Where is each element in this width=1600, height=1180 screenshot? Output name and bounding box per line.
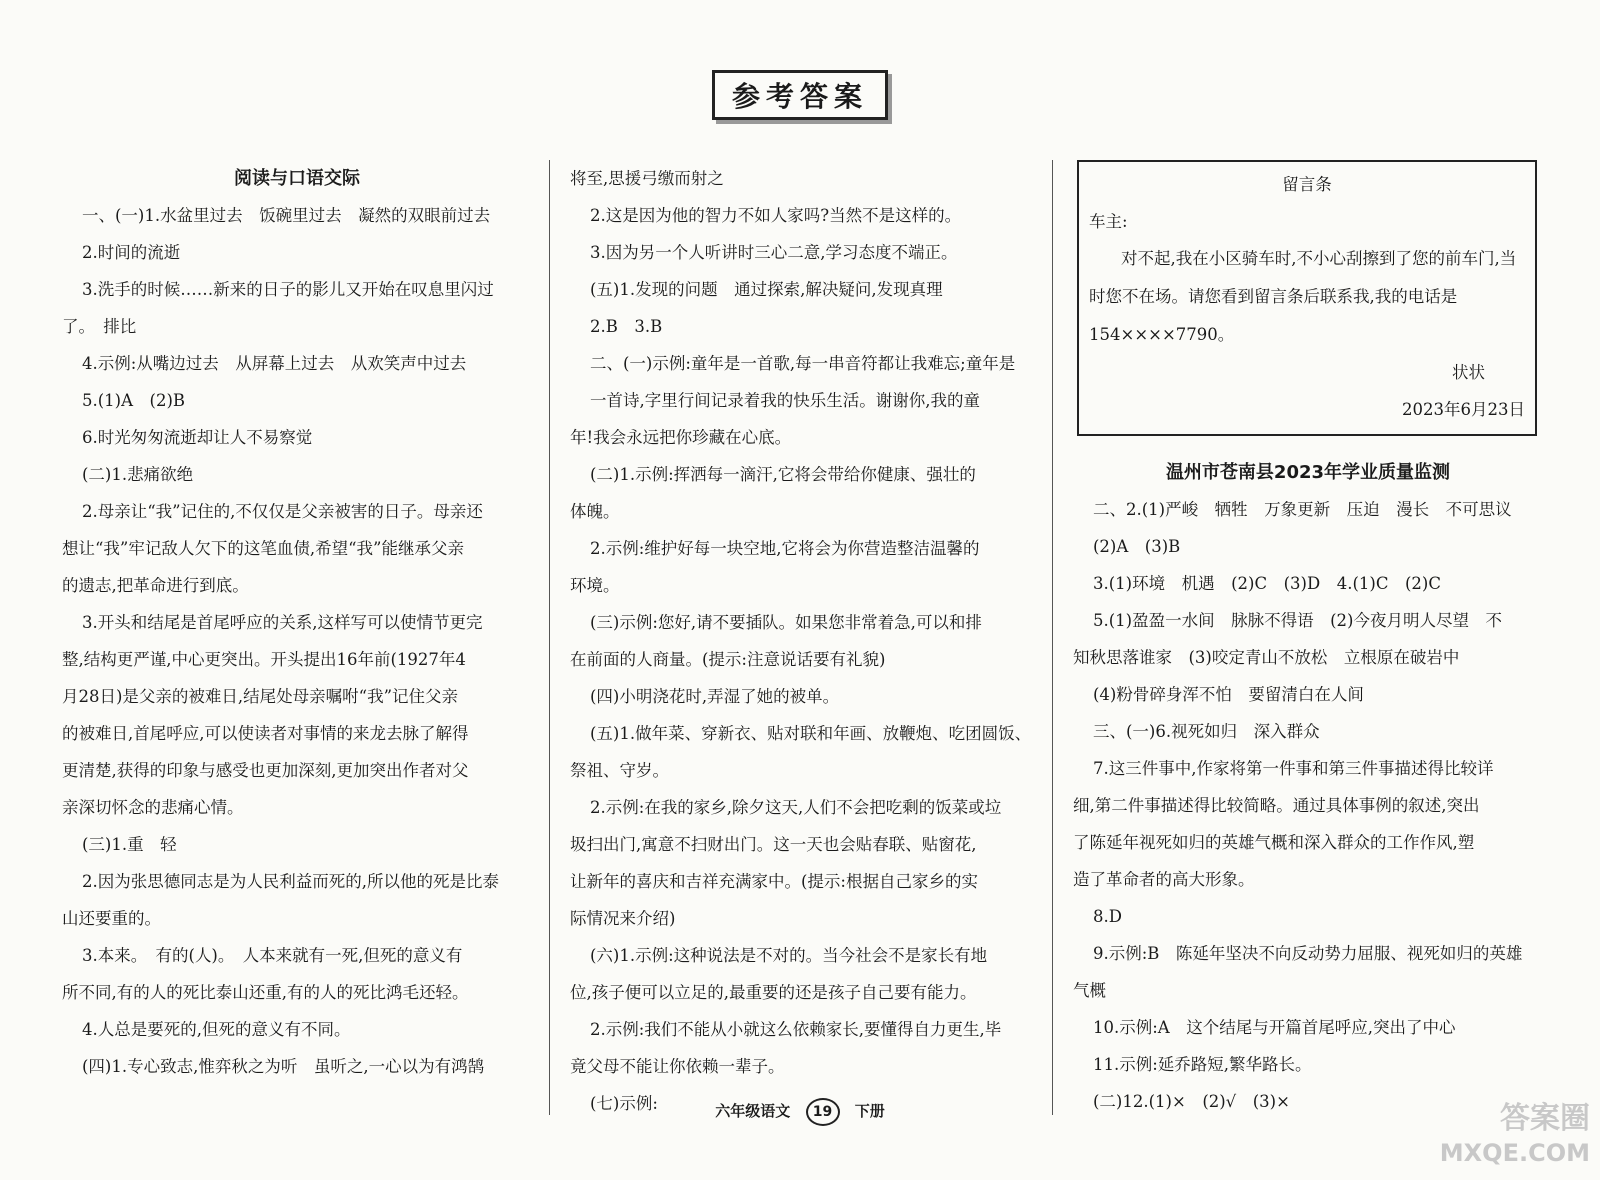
left-answer-list <box>62 197 532 1085</box>
answer-line: 气概 <box>1073 981 1106 1000</box>
answer-line: 造了革命者的高大形象。 <box>1073 870 1255 889</box>
answer-line: (三)1.重 轻 <box>82 835 177 854</box>
footer-volume: 下册 <box>854 1102 885 1120</box>
answer-line: 7.这三件事中,作家将第一件事和第三件事描述得比较详 <box>1093 759 1494 778</box>
answer-line: 的被难日,首尾呼应,可以使读者对事情的来龙去脉了解得 <box>62 724 469 743</box>
answer-line: 一、(一)1.水盆里过去 饭碗里过去 凝然的双眼前过去 <box>82 206 491 225</box>
answer-line: 6.时光匆匆流逝却让人不易察觉 <box>82 428 313 447</box>
answer-line: 2.示例:维护好每一块空地,它将会为你营造整洁温馨的 <box>590 539 980 558</box>
answer-line: 9.示例:B 陈延年坚决不向反动势力屈服、视死如归的英雄 <box>1093 944 1523 963</box>
answer-line: (五)1.做年菜、穿新衣、贴对联和年画、放鞭炮、吃团圆饭、 <box>590 724 1032 743</box>
answer-line: 细,第二件事描述得比较简略。通过具体事例的叙述,突出 <box>1073 796 1480 815</box>
answer-line: 知秋思落谁家 (3)咬定青山不放松 立根原在破岩中 <box>1073 648 1460 667</box>
answer-line: (五)1.发现的问题 通过探索,解决疑问,发现真理 <box>590 280 943 299</box>
answer-line: 4.示例:从嘴边过去 从屏幕上过去 从欢笑声中过去 <box>82 354 467 373</box>
answer-line: 整,结构更严谨,中心更突出。开头提出16年前(1927年4 <box>62 650 466 669</box>
answer-line: (二)1.示例:挥洒每一滴汗,它将会带给你健康、强壮的 <box>590 465 976 484</box>
answer-line: 2.时间的流逝 <box>82 243 181 262</box>
answer-line: 环境。 <box>570 576 620 595</box>
answer-line: (三)示例:您好,请不要插队。如果您非常着急,可以和排 <box>590 613 982 632</box>
answer-line: 3.(1)环境 机遇 (2)C (3)D 4.(1)C (2)C <box>1093 574 1441 593</box>
answer-line: 祭祖、守岁。 <box>570 761 669 780</box>
answer-line: 3.本来。 有的(人)。 人本来就有一死,但死的意义有 <box>82 946 463 965</box>
answer-line: 2.这是因为他的智力不如人家吗?当然不是这样的。 <box>590 206 962 225</box>
answer-line: 让新年的喜庆和吉祥充满家中。(提示:根据自己家乡的实 <box>570 872 978 891</box>
answer-line: (六)1.示例:这种说法是不对的。当今社会不是家长有地 <box>590 946 988 965</box>
answer-line: 5.(1)盈盈一水间 脉脉不得语 (2)今夜月明人尽望 不 <box>1093 611 1502 630</box>
answer-line: 3.开头和结尾是首尾呼应的关系,这样写可以使情节更完 <box>82 613 483 632</box>
answer-line: 圾扫出门,寓意不扫财出门。这一天也会贴春联、贴窗花, <box>570 835 977 854</box>
middle-answer-list <box>570 160 1040 1122</box>
note-body: 对不起,我在小区骑车时,不小心刮擦到了您的前车门,当时您不在场。请您看到留言条后联系我,我的电话是154××××7790。 <box>1089 249 1517 344</box>
page-number: 19 <box>806 1098 840 1126</box>
answer-line: 了陈延年视死如归的英雄气概和深入群众的工作作风,塑 <box>1073 833 1475 852</box>
right-answer-list <box>1073 491 1543 1120</box>
answer-line: 5.(1)A (2)B <box>82 391 186 410</box>
answer-line: 在前面的人商量。(提示:注意说话要有礼貌) <box>570 650 886 669</box>
note-signature: 状状 <box>1452 363 1485 382</box>
answer-line: 所不同,有的人的死比泰山还重,有的人的死比鸿毛还轻。 <box>62 983 469 1002</box>
answer-line: 10.示例:A 这个结尾与开篇首尾呼应,突出了中心 <box>1093 1018 1456 1037</box>
watermark-brand: 答案圈 <box>1500 1101 1590 1136</box>
answer-line: 位,孩子便可以立足的,最重要的还是孩子自己要有能力。 <box>570 983 977 1002</box>
answer-line: 三、(一)6.视死如归 深入群众 <box>1093 722 1320 741</box>
note-title: 留言条 <box>1282 175 1332 194</box>
section-heading-exam: 温州市苍南县2023年学业质量监测 <box>1165 462 1451 483</box>
answer-line: 11.示例:延乔路短,繁华路长。 <box>1093 1055 1312 1074</box>
right-column <box>1073 160 1543 1120</box>
answer-line: (二)1.悲痛欲绝 <box>82 465 194 484</box>
answer-line: (四)1.专心致志,惟弈秋之为听 虽听之,一心以为有鸿鹄 <box>82 1057 485 1076</box>
left-column <box>62 160 532 1085</box>
answer-line: 了。 排比 <box>62 317 137 336</box>
answer-line: (2)A (3)B <box>1093 537 1181 556</box>
answer-line: 8.D <box>1093 907 1122 926</box>
column-divider <box>1052 160 1053 1115</box>
watermark-url: MXQE.COM <box>1439 1139 1590 1167</box>
section-heading-reading: 阅读与口语交际 <box>234 168 360 189</box>
answer-line: 二、2.(1)严峻 牺牲 万象更新 压迫 漫长 不可思议 <box>1093 500 1512 519</box>
answer-line: 2.母亲让“我”记住的,不仅仅是父亲被害的日子。母亲还 <box>82 502 483 521</box>
page-footer <box>0 1098 1600 1126</box>
answer-line: (二)12.(1)× (2)√ (3)× <box>1093 1092 1290 1111</box>
answer-line: 二、(一)示例:童年是一首歌,每一串音符都让我难忘;童年是 <box>590 354 1016 373</box>
answer-line: 更清楚,获得的印象与感受也更加深刻,更加突出作者对父 <box>62 761 469 780</box>
answer-line: (七)示例: <box>590 1094 658 1113</box>
answer-line: 一首诗,字里行间记录着我的快乐生活。谢谢你,我的童 <box>590 391 980 410</box>
answer-line: 体魄。 <box>570 502 620 521</box>
note-greeting: 车主: <box>1089 212 1128 231</box>
answer-line: 2.B 3.B <box>590 317 663 336</box>
answer-line: 2.因为张思德同志是为人民利益而死的,所以他的死是比泰 <box>82 872 499 891</box>
answer-line: 山还要重的。 <box>62 909 161 928</box>
watermark <box>1440 1102 1590 1170</box>
answer-line: 3.洗手的时候……新来的日子的影儿又开始在叹息里闪过 <box>82 280 494 299</box>
answer-line: 的遗志,把革命进行到底。 <box>62 576 249 595</box>
answer-line: 2.示例:在我的家乡,除夕这天,人们不会把吃剩的饭菜或垃 <box>590 798 1002 817</box>
answer-line: 月28日)是父亲的被难日,结尾处母亲嘱咐“我”记住父亲 <box>62 687 459 706</box>
note-date: 2023年6月23日 <box>1402 400 1525 419</box>
message-note-box <box>1077 160 1537 436</box>
answer-line: 想让“我”牢记敌人欠下的这笔血债,希望“我”能继承父亲 <box>62 539 464 558</box>
answer-line: 竟父母不能让你依赖一辈子。 <box>570 1057 785 1076</box>
answer-line: 3.因为另一个人听讲时三心二意,学习态度不端正。 <box>590 243 958 262</box>
column-divider <box>549 160 550 1115</box>
answer-line: 年!我会永远把你珍藏在心底。 <box>570 428 792 447</box>
answer-line: 2.示例:我们不能从小就这么依赖家长,要懂得自力更生,毕 <box>590 1020 1002 1039</box>
footer-grade: 六年级语文 <box>715 1102 791 1120</box>
page-title: 参考答案 <box>712 70 888 120</box>
answer-line: 亲深切怀念的悲痛心情。 <box>62 798 244 817</box>
answer-line: 际情况来介绍) <box>570 909 676 928</box>
middle-column <box>570 160 1040 1122</box>
answer-line: (四)小明浇花时,弄湿了她的被单。 <box>590 687 840 706</box>
answer-line: 4.人总是要死的,但死的意义有不同。 <box>82 1020 351 1039</box>
answer-line: (4)粉骨碎身浑不怕 要留清白在人间 <box>1093 685 1364 704</box>
answer-line: 将至,思援弓缴而射之 <box>570 169 724 188</box>
